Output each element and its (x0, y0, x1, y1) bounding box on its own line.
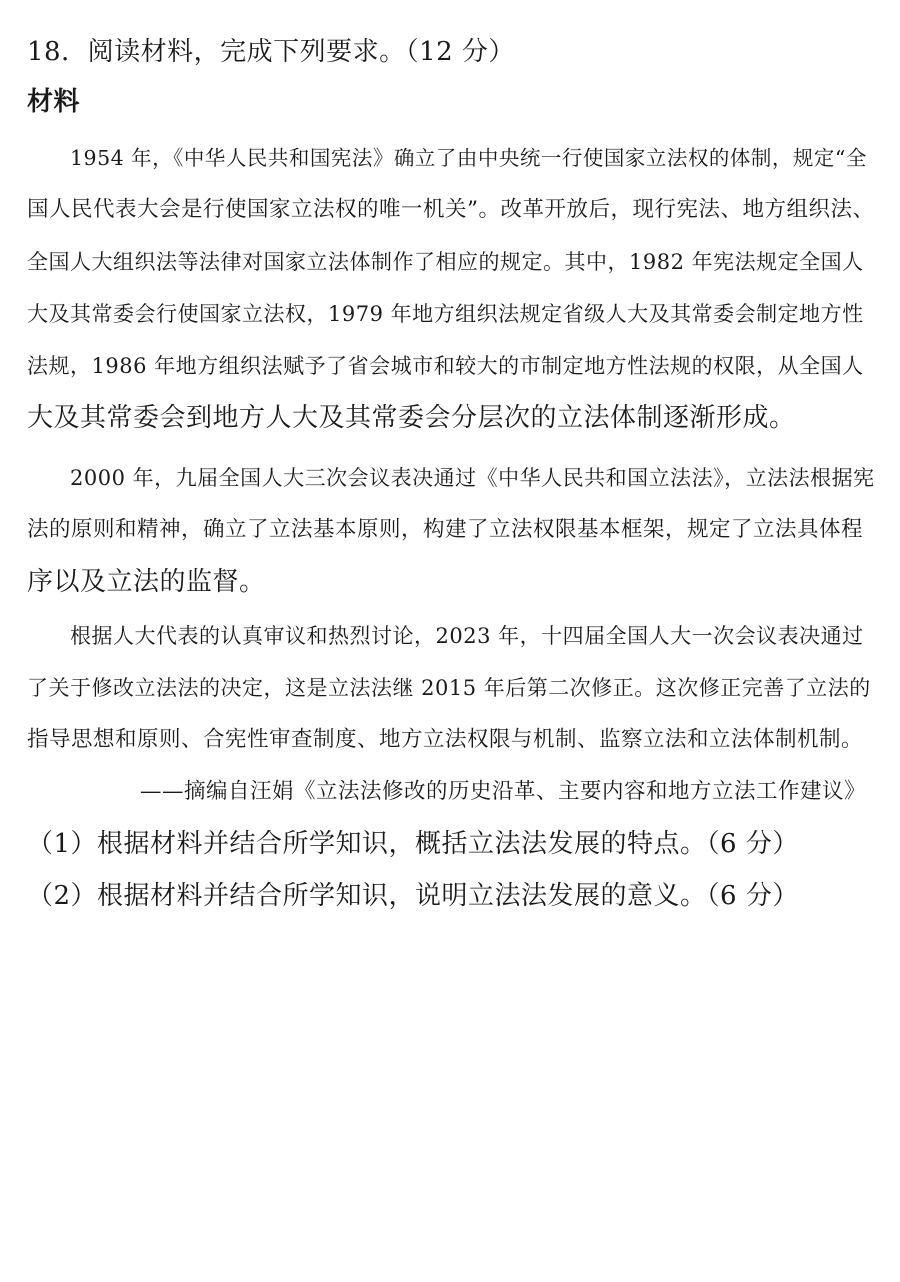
sub-question-1: （1）根据材料并结合所学知识，概括立法法发展的特点。（6 分） (27, 829, 799, 859)
material-paragraph-2-line-1: 2000 年，九届全国人大三次会议表决通过《中华人民共和国立法法》，立法法根据宪 (70, 466, 875, 490)
material-paragraph-1-line-6: 大及其常委会到地方人大及其常委会分层次的立法体制逐渐形成。 (27, 403, 796, 433)
material-paragraph-1-line-2: 国人民代表大会是行使国家立法权的唯一机关”。改革开放后，现行宪法、地方组织法、 (27, 197, 875, 222)
material-paragraph-2-line-2: 法的原则和精神，确立了立法基本原则，构建了立法权限基本框架，规定了立法具体程 (27, 517, 864, 542)
material-label: 材料 (27, 87, 81, 117)
material-source: ——摘编自汪娟《立法法修改的历史沿革、主要内容和地方立法工作建议》 (140, 779, 867, 804)
material-paragraph-1-line-1: 1954 年，《中华人民共和国宪法》确立了由中央统一行使国家立法权的体制，规定“全 (70, 146, 867, 170)
material-paragraph-3-line-3: 指导思想和原则、合宪性审查制度、地方立法权限与机制、监察立法和立法体制机制。 (27, 727, 864, 752)
material-paragraph-3-line-1: 根据人大代表的认真审议和热烈讨论，2023 年，十四届全国人大一次会议表决通过 (70, 624, 864, 648)
question-title: 18．阅读材料，完成下列要求。（12 分） (27, 37, 515, 67)
material-paragraph-3-line-2: 了关于修改立法法的决定，这是立法法继 2015 年后第二次修正。这次修正完善了立法的 (27, 676, 871, 700)
material-paragraph-1-line-4: 大及其常委会行使国家立法权，1979 年地方组织法规定省级人大及其常委会制定地方性 (27, 302, 864, 326)
material-paragraph-2-line-3: 序以及立法的监督。 (27, 567, 266, 597)
sub-question-2: （2）根据材料并结合所学知识，说明立法法发展的意义。（6 分） (27, 881, 799, 911)
material-paragraph-1-line-5: 法规，1986 年地方组织法赋予了省会城市和较大的市制定地方性法规的权限，从全国人 (27, 354, 864, 378)
material-paragraph-1-line-3: 全国人大组织法等法律对国家立法体制作了相应的规定。其中，1982 年宪法规定全国人 (27, 250, 864, 274)
